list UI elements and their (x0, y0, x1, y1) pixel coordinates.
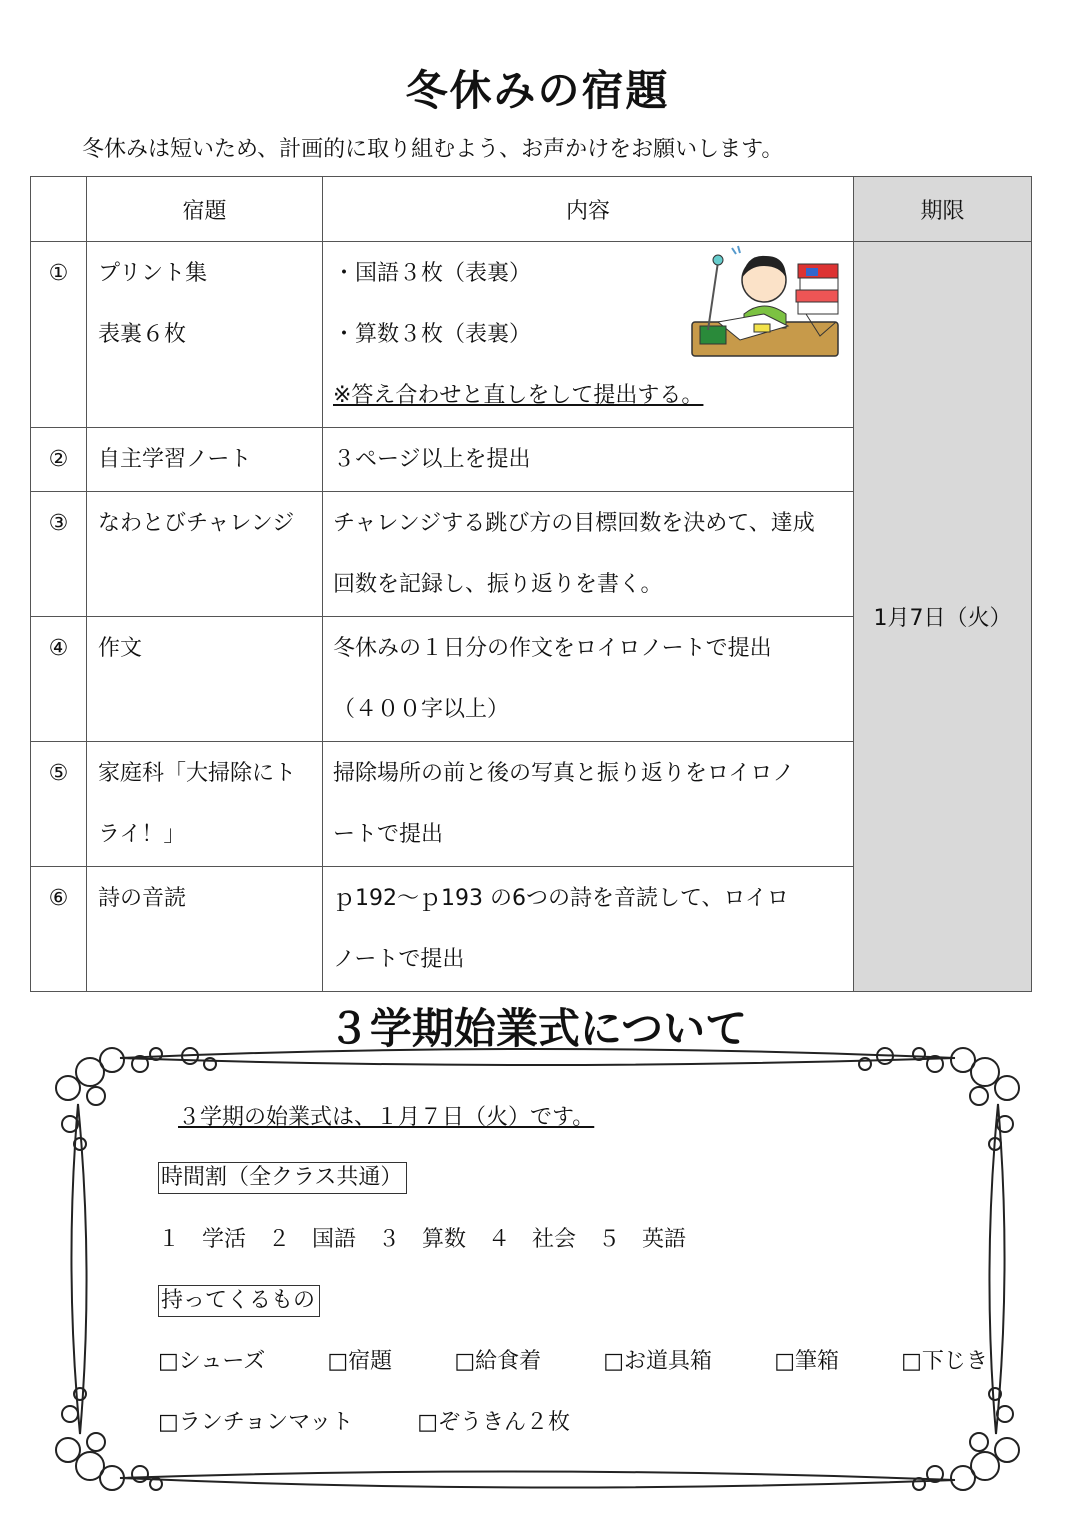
list-item: □シューズ (158, 1349, 266, 1374)
name-line: 家庭科「大掃除にト (98, 761, 297, 786)
name-line: プリント集 (98, 261, 208, 286)
content-line: ｐ192～ｐ193 の6つの詩を音読して、ロイロ (333, 886, 789, 911)
row-name (87, 428, 323, 492)
start-date-text: ３学期の始業式は、１月７日（火）です。 (178, 1105, 595, 1130)
row-name (87, 242, 323, 428)
row-name (87, 867, 323, 992)
content-line: （４００字以上） (333, 697, 510, 722)
table-header-row (31, 177, 1032, 242)
row-content (323, 867, 854, 992)
list-item: □筆箱 (774, 1349, 839, 1374)
name-line: なわとびチャレンジ (98, 511, 295, 536)
row-number: ② (31, 428, 87, 492)
page-title: 冬休みの宿題 (405, 66, 670, 115)
list-item: □ランチョンマット (158, 1410, 354, 1435)
homework-table (30, 176, 1032, 992)
content-line: 冬休みの１日分の作文をロイロノートで提出 (333, 636, 772, 661)
row-number: ⑤ (31, 742, 87, 867)
row-content (323, 428, 854, 492)
header-content: 内容 (323, 177, 854, 242)
table-row (31, 242, 1032, 428)
row-content (323, 617, 854, 742)
intro-text: 冬休みは短いため、計画的に取り組むよう、お声かけをお願いします。 (82, 137, 784, 162)
content-line: 掃除場所の前と後の写真と振り返りをロイロノ (333, 761, 795, 786)
name-line: 作文 (98, 636, 143, 661)
list-item: □給食着 (454, 1349, 542, 1374)
name-line: 自主学習ノート (98, 447, 252, 472)
content-line: 回数を記録し、振り返りを書く。 (333, 572, 663, 597)
row-number: ① (31, 242, 87, 428)
deadline-cell: 1月7日（火） (854, 242, 1032, 992)
list-item: □宿題 (327, 1349, 393, 1374)
name-line: 詩の音読 (98, 886, 187, 911)
content-line: チャレンジする跳び方の目標回数を決めて、達成 (333, 511, 815, 536)
schedule-text: １ 学活 ２ 国語 ３ 算数 ４ 社会 ５ 英語 (158, 1227, 687, 1252)
name-line: ライ！」 (98, 822, 186, 847)
row-name (87, 617, 323, 742)
items-list (158, 1344, 988, 1375)
content-note: ※答え合わせと直しをして提出する。 (333, 383, 704, 408)
studying-child-illustration (688, 244, 844, 360)
header-homework: 宿題 (87, 177, 323, 242)
section-title: ３学期始業式について (327, 1004, 748, 1053)
header-num (31, 177, 87, 242)
name-line: 表裏６枚 (98, 322, 187, 347)
row-content (323, 742, 854, 867)
schedule-label: 時間割（全クラス共通） (158, 1160, 407, 1191)
items-label: 持ってくるもの (158, 1283, 320, 1314)
row-number: ⑥ (31, 867, 87, 992)
row-name (87, 492, 323, 617)
row-content (323, 492, 854, 617)
row-number: ④ (31, 617, 87, 742)
list-item: □下じき (901, 1349, 988, 1374)
content-line: ノートで提出 (333, 947, 465, 972)
content-line: ３ページ以上を提出 (333, 447, 531, 472)
content-line: ・国語３枚（表裏） (333, 261, 532, 286)
items-list (158, 1405, 570, 1436)
row-name (87, 742, 323, 867)
list-item: □ぞうきん２枚 (417, 1410, 571, 1435)
content-line: ートで提出 (333, 822, 444, 847)
header-deadline: 期限 (854, 177, 1032, 242)
list-item: □お道具箱 (603, 1349, 713, 1374)
content-line: ・算数３枚（表裏） (333, 322, 532, 347)
row-number: ③ (31, 492, 87, 617)
